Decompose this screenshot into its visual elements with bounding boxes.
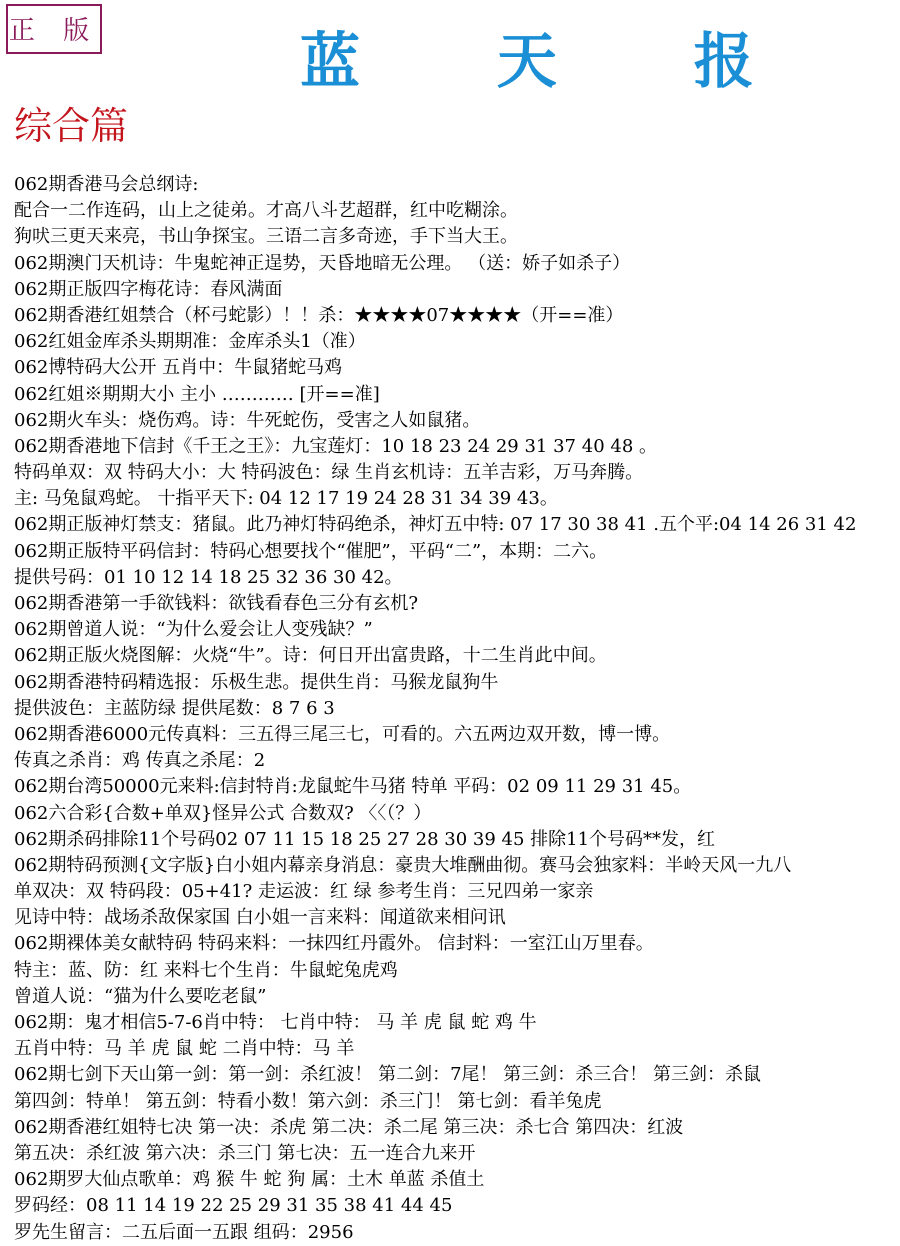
text-line: 狗吠三更天来亮，书山争探宝。三语二言多奇迹，手下当大王。 [14, 226, 518, 248]
text-line: 062期香港第一手欲钱料：欲钱看春色三分有玄机? [14, 593, 419, 614]
text-line: 062期正版神灯禁支：猪鼠。此乃神灯特码绝杀，神灯五中特: 07 17 30 38 41 .五个平:04 14 26 31 42 [14, 514, 857, 536]
text-line: 第四剑：特单！ 第五剑：特看小数！第六剑：杀三门！ 第七剑：看羊兔虎 [14, 1090, 602, 1112]
text-line: 062六合彩{合数+单双}怪异公式 合数双? 〈〈（？） [14, 802, 432, 824]
text-line: 特主：蓝、防：红 来料七个生肖：牛鼠蛇兔虎鸡 [14, 959, 398, 981]
page-title: 蓝 天 报 [300, 27, 812, 97]
text-line: 配合一二作连码，山上之徒弟。才高八斗艺超群，红中吃糊涂。 [14, 200, 518, 222]
text-line: 062期正版四字梅花诗：春风满面 [14, 278, 283, 300]
text-line: 062期裸体美女献特码 特码来料：一抹四红丹霞外。 信封料：一室江山万里春。 [14, 933, 654, 955]
section-heading: 综合篇 [14, 104, 129, 148]
text-line: 提供号码：01 10 12 14 18 25 32 36 30 42。 [14, 566, 403, 588]
text-line: 062期：鬼才相信5-7-6肖中特： 七肖中特： 马 羊 虎 鼠 蛇 鸡 牛 [14, 1012, 537, 1033]
text-line: 第五决：杀红波 第六决：杀三门 第七决：五一连合九来开 [14, 1142, 476, 1164]
text-line: 062期杀码排除11个号码02 07 11 15 18 25 27 28 30 39 45 排除11个号码**发，红 [14, 828, 716, 850]
text-line: 062期香港红姐禁合（杯弓蛇影）！！杀：★★★★07★★★★（开==准） [14, 304, 624, 326]
text-line: 罗码经：08 11 14 19 22 25 29 31 35 38 41 44 45 [14, 1195, 453, 1217]
text-line: 062期香港特码精选报：乐极生悲。提供生肖：马猴龙鼠狗牛 [14, 671, 499, 693]
text-line: 062期香港6000元传真料：三五得三尾三七，可看的。六五两边双开数，博一博。 [14, 723, 671, 745]
text-line: 062期正版火烧图解：火烧“牛”。诗：何日开出富贵路，十二生肖此中间。 [14, 645, 607, 667]
text-line: 062期正版特平码信封：特码心想要找个“催肥”，平码“二”，本期：二六。 [14, 540, 608, 562]
text-line: 062博特码大公开 五肖中：牛鼠猪蛇马鸡 [14, 357, 343, 379]
text-line: 单双决：双 特码段：05+41? 走运波：红 绿 参考生肖：三兄四弟一家亲 [14, 881, 594, 903]
text-line: 062红姐金库杀头期期准：金库杀头1（准） [14, 331, 366, 353]
text-line: 062期香港马会总纲诗: [14, 174, 199, 195]
text-line: 特码单双：双 特码大小：大 特码波色：绿 生肖玄机诗：五羊吉彩，万马奔腾。 [14, 462, 644, 484]
text-line: 062期火车头：烧伤鸡。诗：牛死蛇伤，受害之人如鼠猪。 [14, 409, 481, 431]
text-line: 五肖中特：马 羊 虎 鼠 蛇 二肖中特：马 羊 [14, 1038, 355, 1060]
text-line: 062期罗大仙点歌单：鸡 猴 牛 蛇 狗 属：土木 单蓝 杀值土 [14, 1169, 485, 1191]
text-line: 062期曾道人说：“为什么爱会让人变残缺？” [14, 619, 373, 641]
text-line: 062期七剑下天山第一剑：第一剑：杀红波！ 第二剑：7尾！ 第三剑：杀三合！ 第三剑：杀鼠 [14, 1064, 761, 1086]
text-line: 传真之杀肖：鸡 传真之杀尾：2 [14, 750, 266, 772]
text-line: 罗先生留言：二五后面一五跟 组码：2956 [14, 1221, 354, 1243]
text-line: 062期澳门天机诗：牛鬼蛇神正逞势，天昏地暗无公理。 （送：娇子如杀子） [14, 252, 631, 274]
text-line: 062期台湾50000元来料:信封特肖:龙鼠蛇牛马猪 特单 平码：02 09 11 29 31 45。 [14, 776, 692, 798]
text-line: 主: 马兔鼠鸡蛇。 十指平天下: 04 12 17 19 24 28 31 34 39 43。 [14, 488, 558, 510]
official-badge: 正 版 [6, 4, 102, 54]
text-line: 见诗中特：战场杀敌保家国 白小姐一言来料：闻道欲来相问讯 [14, 907, 506, 929]
text-line: 062红姐※期期大小 主小 ………… [开==准] [14, 383, 380, 405]
text-line: 062期香港红姐特七决 第一决：杀虎 第二决：杀二尾 第三决：杀七合 第四决：红波 [14, 1116, 684, 1138]
content-lines [14, 172, 900, 1246]
text-line: 062期香港地下信封《千王之王》：九宝莲灯：10 18 23 24 29 31 37 40 48 。 [14, 435, 657, 457]
text-line: 提供波色：主蓝防绿 提供尾数：8 7 6 3 [14, 697, 335, 719]
text-line: 曾道人说：“猫为什么要吃老鼠” [14, 985, 267, 1007]
text-line: 062期特码预测{文字版}白小姐内幕亲身消息：豪贵大堆酬曲彻。赛马会独家料：半岭天风一九八 [14, 854, 792, 876]
